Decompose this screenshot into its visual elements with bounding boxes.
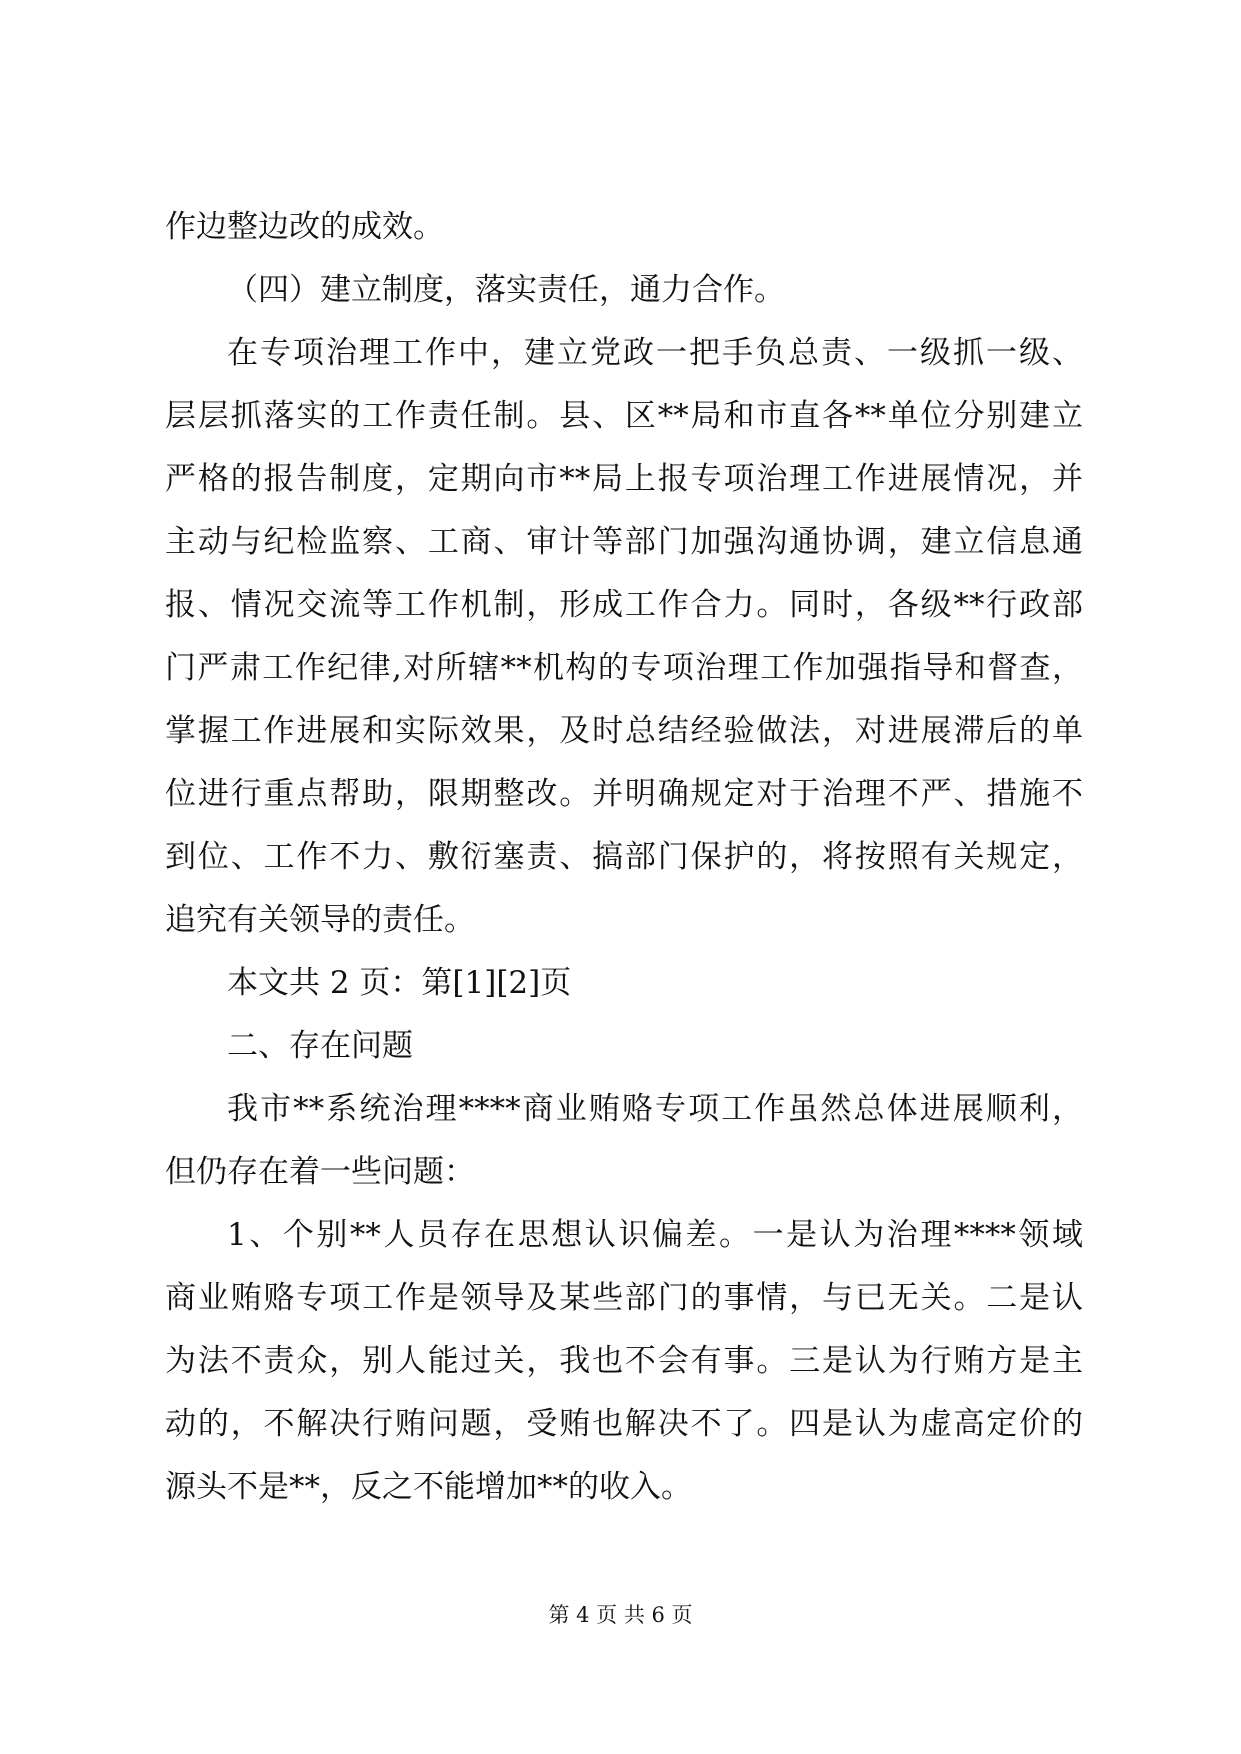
- document-body: [165, 196, 1083, 1519]
- text-line: 动的，不解决行贿问题，受贿也解决不了。四是认为虚高定价的: [165, 1406, 1083, 1442]
- text-line: 严格的报告制度，定期向市**局上报专项治理工作进展情况，并: [165, 461, 1083, 497]
- page-number-label: 第 4 页 共 6 页: [548, 1603, 693, 1627]
- text-line: 作边整边改的成效。: [165, 209, 444, 245]
- text-line: 到位、工作不力、敷衍塞责、搞部门保护的，将按照有关规定，: [165, 839, 1083, 875]
- text-line: 在专项治理工作中，建立党政一把手负总责、一级抓一级、: [227, 335, 1083, 371]
- text-line: 掌握工作进展和实际效果，及时总结经验做法，对进展滞后的单: [165, 713, 1083, 749]
- text-line: 报、情况交流等工作机制，形成工作合力。同时，各级**行政部: [165, 587, 1083, 623]
- text-line: 二、存在问题: [227, 1028, 413, 1064]
- text-line: 追究有关领导的责任。: [165, 902, 475, 938]
- text-line: 层层抓落实的工作责任制。县、区**局和市直各**单位分别建立: [165, 398, 1083, 434]
- text-line: 我市**系统治理****商业贿赂专项工作虽然总体进展顺利，: [227, 1091, 1083, 1127]
- text-line: 但仍存在着一些问题：: [165, 1154, 475, 1190]
- text-line: 1、个别**人员存在思想认识偏差。一是认为治理****领域: [227, 1217, 1083, 1253]
- text-line: 源头不是**，反之不能增加**的收入。: [165, 1469, 692, 1505]
- text-line: 为法不责众，别人能过关，我也不会有事。三是认为行贿方是主: [165, 1343, 1083, 1379]
- text-line: 位进行重点帮助，限期整改。并明确规定对于治理不严、措施不: [165, 776, 1083, 812]
- text-line: （四）建立制度，落实责任，通力合作。: [227, 272, 785, 308]
- page-footer: [0, 1600, 1241, 1630]
- text-line: 主动与纪检监察、工商、审计等部门加强沟通协调，建立信息通: [165, 524, 1083, 560]
- text-line: 商业贿赂专项工作是领导及某些部门的事情，与已无关。二是认: [165, 1280, 1083, 1316]
- text-line: 门严肃工作纪律,对所辖**机构的专项治理工作加强指导和督查，: [165, 650, 1083, 686]
- text-line: 本文共 2 页：第[1][2]页: [227, 965, 572, 1001]
